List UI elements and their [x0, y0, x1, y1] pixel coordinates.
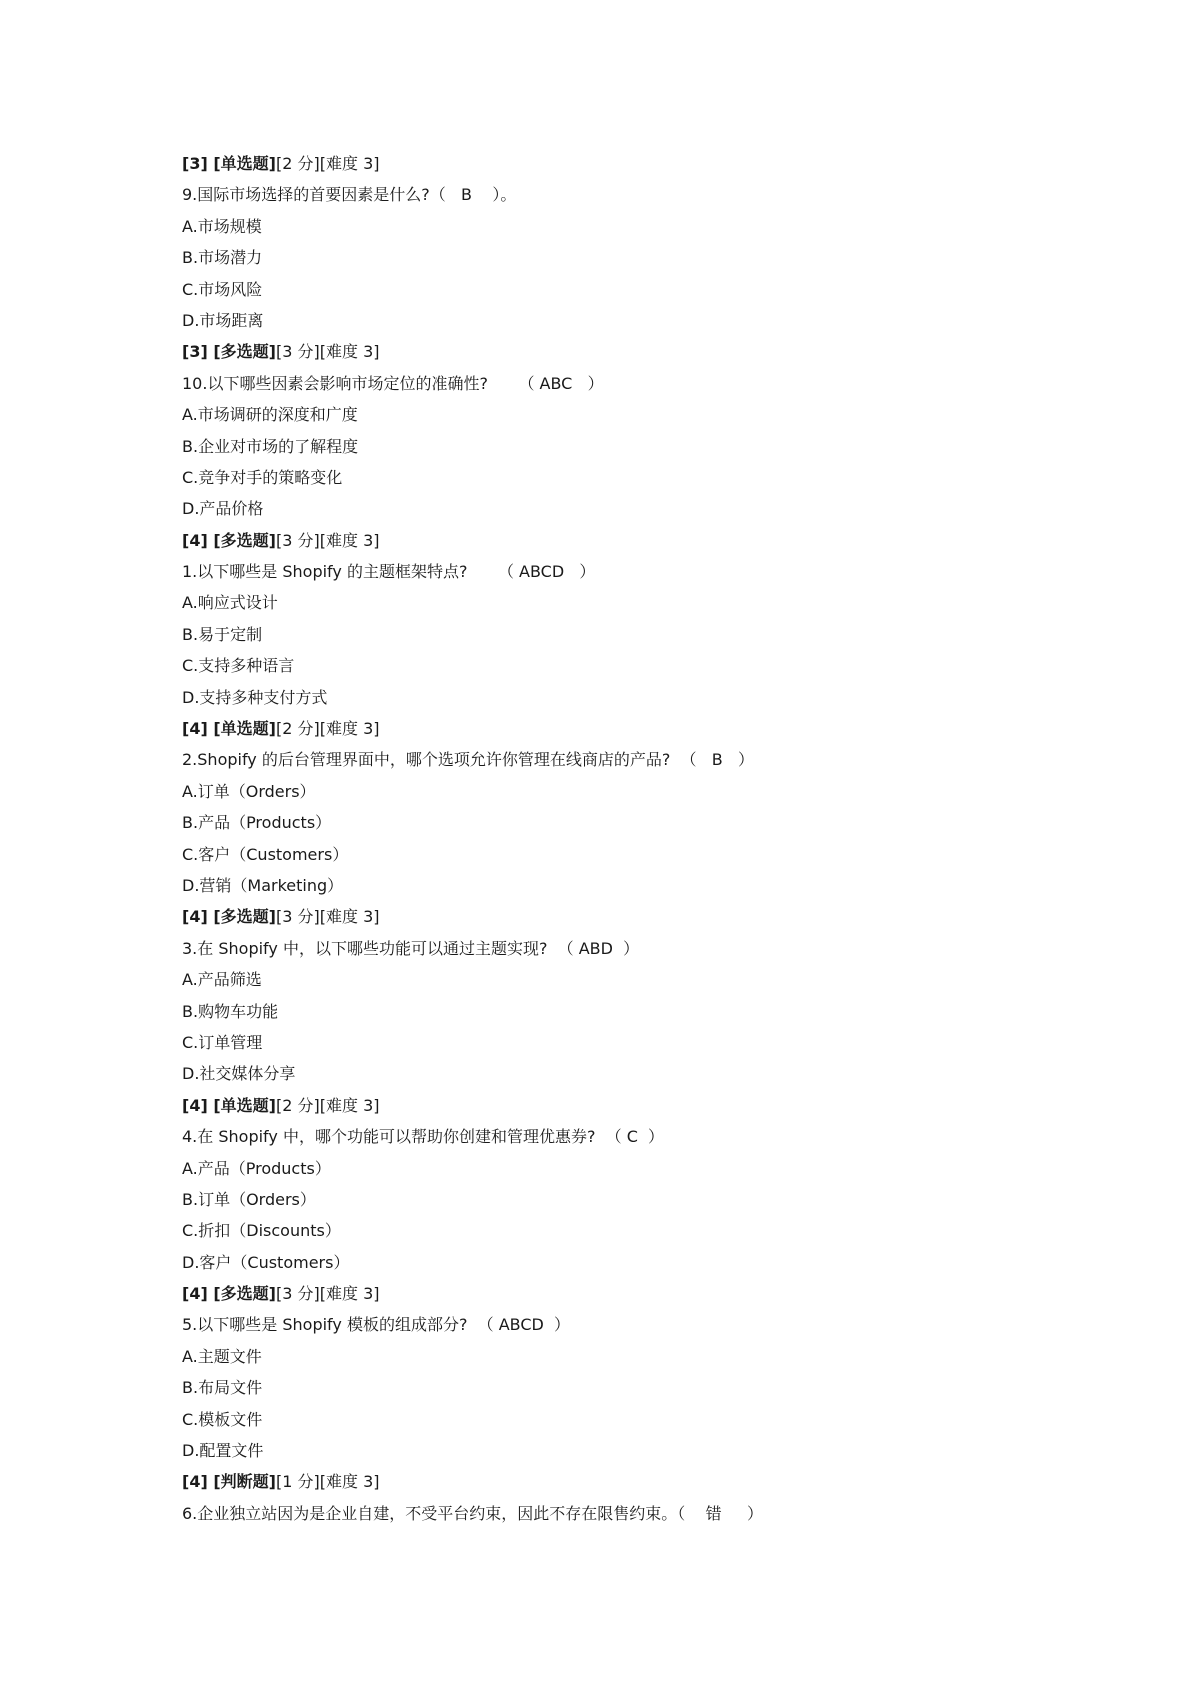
answer-option: B.企业对市场的了解程度 — [182, 436, 359, 456]
question-type: [多选题] — [213, 907, 276, 927]
question-meta: [2 分][难度 3] — [275, 1095, 380, 1115]
question-type: [多选题] — [213, 530, 276, 550]
question-text: 4.在 Shopify 中，哪个功能可以帮助你创建和管理优惠券? （ C ） — [182, 1127, 665, 1147]
question-header — [182, 1278, 1082, 1309]
answer-option: D.营销（Marketing） — [182, 875, 344, 895]
question-type: [判断题] — [213, 1472, 276, 1492]
question-text: 6.企业独立站因为是企业自建，不受平台约束，因此不存在限售约束。（ 错 ） — [182, 1503, 764, 1523]
answer-option: B.订单（Orders） — [182, 1189, 316, 1209]
question-text: 1.以下哪些是 Shopify 的主题框架特点? （ ABCD ） — [182, 562, 596, 582]
question-type: [多选题] — [213, 342, 276, 362]
answer-option: D.产品价格 — [182, 499, 264, 519]
answer-option: B.产品（Products） — [182, 813, 332, 833]
answer-option: C.订单管理 — [182, 1032, 263, 1052]
section-number: [4] — [182, 530, 208, 550]
question-type: [单选题] — [213, 719, 276, 739]
answer-option: A.市场规模 — [182, 216, 262, 236]
answer-option: C.模板文件 — [182, 1409, 263, 1429]
question-header — [182, 713, 1082, 744]
question-meta: [2 分][难度 3] — [275, 719, 380, 739]
question-meta: [2 分][难度 3] — [275, 154, 380, 173]
question-text: 2.Shopify 的后台管理界面中，哪个选项允许你管理在线商店的产品? （ B ） — [182, 750, 755, 770]
answer-option: C.客户（Customers） — [182, 844, 349, 864]
question-header — [182, 525, 1082, 556]
answer-option: C.竞争对手的策略变化 — [182, 467, 343, 487]
section-number: [4] — [182, 719, 208, 739]
answer-option: A.产品筛选 — [182, 970, 262, 990]
question-header-label — [182, 719, 276, 738]
answer-option: D.市场距离 — [182, 310, 264, 330]
question-header — [182, 336, 1082, 367]
question-header-label — [182, 531, 276, 550]
question-meta: [3 分][难度 3] — [275, 342, 380, 362]
question-text: 3.在 Shopify 中，以下哪些功能可以通过主题实现? （ ABD ） — [182, 938, 640, 958]
section-number: [3] — [182, 154, 208, 173]
answer-option: A.产品（Products） — [182, 1158, 331, 1178]
answer-option: D.支持多种支付方式 — [182, 687, 328, 707]
answer-option: A.订单（Orders） — [182, 781, 316, 801]
answer-option: A.响应式设计 — [182, 593, 278, 613]
answer-option: C.市场风险 — [182, 279, 263, 299]
question-meta: [3 分][难度 3] — [275, 530, 380, 550]
question-text: 10.以下哪些因素会影响市场定位的准确性? （ ABC ） — [182, 373, 604, 393]
answer-option: C.支持多种语言 — [182, 656, 295, 676]
question-header — [182, 1090, 1082, 1121]
question-header — [182, 1466, 1082, 1497]
section-number: [4] — [182, 1095, 208, 1115]
question-type: [单选题] — [213, 154, 276, 173]
question-list — [182, 148, 1082, 1529]
question-header-label — [182, 342, 276, 361]
question-meta: [3 分][难度 3] — [275, 1284, 380, 1304]
answer-option: C.折扣（Discounts） — [182, 1221, 341, 1241]
answer-option: D.配置文件 — [182, 1441, 264, 1461]
question-text: 9.国际市场选择的首要因素是什么?（ B ）。 — [182, 185, 517, 205]
question-header-label — [182, 154, 276, 173]
question-text: 5.以下哪些是 Shopify 模板的组成部分? （ ABCD ） — [182, 1315, 571, 1335]
section-number: [4] — [182, 1284, 208, 1304]
question-header-label — [182, 1472, 276, 1491]
answer-option: B.布局文件 — [182, 1378, 263, 1398]
section-number: [3] — [182, 342, 208, 362]
answer-option: A.主题文件 — [182, 1346, 262, 1366]
question-meta: [3 分][难度 3] — [275, 907, 380, 927]
question-type: [多选题] — [213, 1284, 276, 1304]
answer-option: B.市场潜力 — [182, 248, 263, 268]
section-number: [4] — [182, 907, 208, 927]
answer-option: B.易于定制 — [182, 624, 263, 644]
question-header-label — [182, 1096, 276, 1115]
answer-option: D.客户（Customers） — [182, 1252, 350, 1272]
question-header-label — [182, 907, 276, 926]
answer-option: A.市场调研的深度和广度 — [182, 405, 358, 425]
question-meta: [1 分][难度 3] — [275, 1472, 380, 1492]
question-header — [182, 148, 1082, 179]
answer-option: B.购物车功能 — [182, 1001, 279, 1021]
section-number: [4] — [182, 1472, 208, 1492]
question-header — [182, 901, 1082, 932]
question-header-label — [182, 1284, 276, 1303]
answer-option: D.社交媒体分享 — [182, 1064, 296, 1084]
question-type: [单选题] — [213, 1095, 276, 1115]
